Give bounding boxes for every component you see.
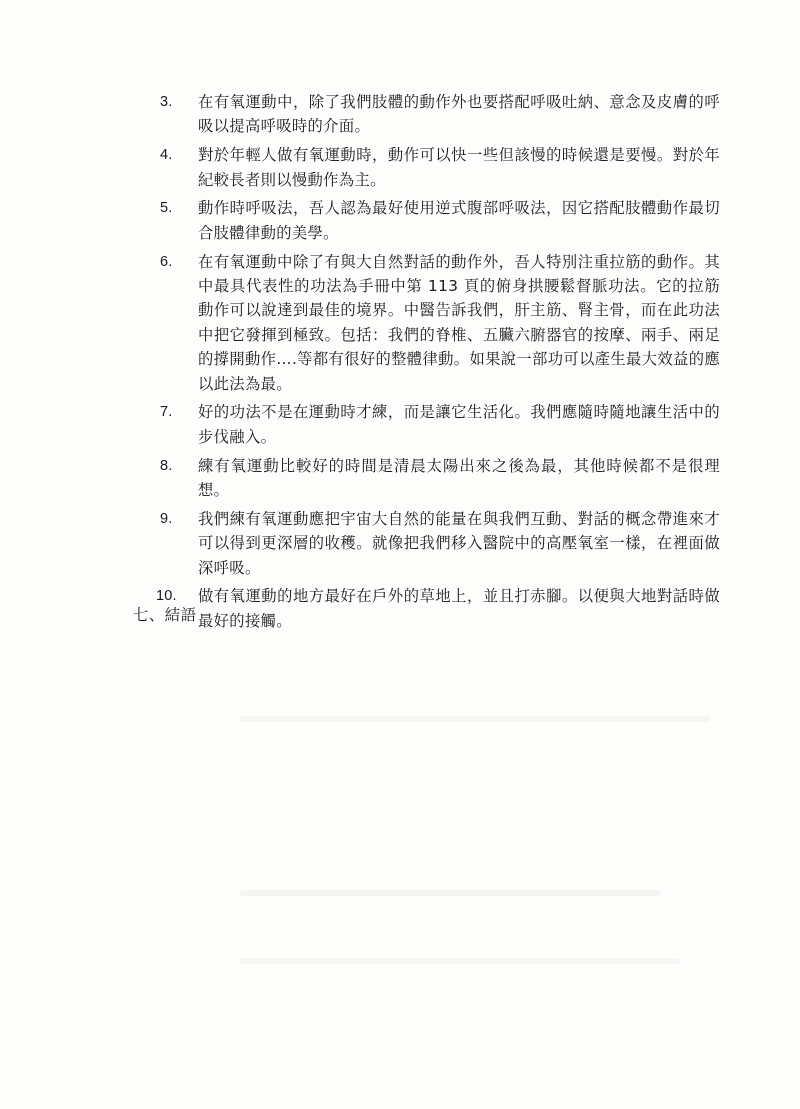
show-through-mark (240, 958, 680, 964)
list-item (160, 250, 720, 396)
section-heading: 七、結語 (133, 606, 197, 624)
list-item-text: 對於年輕人做有氧運動時，動作可以快一些但該慢的時候還是要慢。對於年紀較長者則以慢動作為主。 (198, 146, 720, 189)
numbered-list (156, 90, 720, 638)
list-item-text: 練有氧運動比較好的時間是清晨太陽出來之後為最，其他時候都不是很理想。 (198, 456, 720, 500)
list-item-number: 3. (160, 94, 173, 110)
list-item-text: 在有氧運動中，除了我們肢體的動作外也要搭配呼吸吐納、意念及皮膚的呼吸以提高呼吸時的介面。 (198, 93, 720, 136)
list-item-number: 7. (160, 404, 173, 421)
list-item (156, 584, 720, 633)
list-item (160, 196, 720, 245)
list-item-number: 6. (160, 253, 173, 270)
list-item-text: 做有氧運動的地方最好在戶外的草地上，並且打赤腳。以便與大地對話時做最好的接觸。 (198, 587, 720, 630)
list-item-number: 10. (156, 588, 177, 605)
list-item (160, 454, 720, 503)
show-through-mark (240, 716, 710, 722)
list-item (160, 507, 720, 580)
list-item (160, 143, 720, 192)
list-item-number: 4. (160, 147, 173, 164)
list-item (160, 90, 720, 139)
list-item (160, 400, 720, 449)
list-item-number: 8. (160, 457, 173, 474)
list-item-text: 我們練有氧運動應把宇宙大自然的能量在與我們互動、對話的概念帶進來才可以得到更深層的收穫。就像把我們移入醫院中的高壓氧室一樣，在裡面做深呼吸。 (198, 509, 720, 577)
list-item-number: 5. (160, 200, 173, 217)
list-item-text: 在有氧運動中除了有與大自然對話的動作外，吾人特別注重拉筋的動作。其中最具代表性的功法為手冊中第 113 頁的俯身拱腰鬆督脈功法。它的拉筋動作可以說達到最佳的境界。中醫告訴我們，肝主筋、腎主骨，而在此功法中把它發揮到極致。包括：我們的脊椎、五臟六腑器官的按摩、兩手、兩足的撐開動作….等都有很好的整體律動。如果說一部功可以產生最大效益的應以此法為最。 (198, 252, 720, 393)
list-item-number: 9. (160, 510, 173, 527)
list-item-text: 動作時呼吸法，吾人認為最好使用逆式腹部呼吸法，因它搭配肢體動作最切合肢體律動的美學。 (198, 199, 720, 242)
list-item-text: 好的功法不是在運動時才練，而是讓它生活化。我們應隨時隨地讓生活中的步伐融入。 (198, 403, 720, 446)
show-through-mark (240, 890, 660, 896)
